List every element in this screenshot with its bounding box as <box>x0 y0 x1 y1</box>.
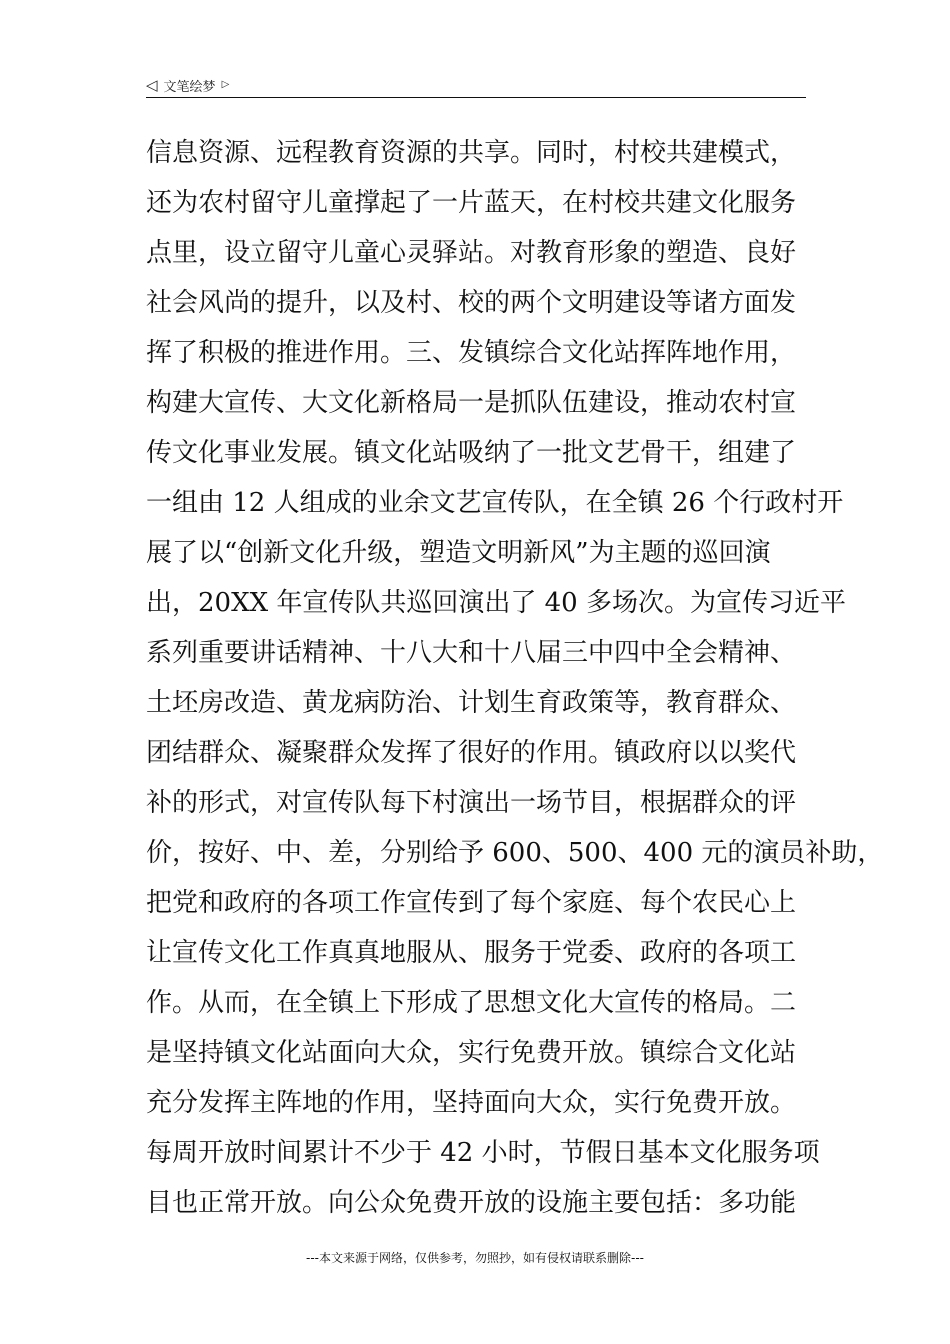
text-line: 挥了积极的推进作用。三、发镇综合文化站挥阵地作用， <box>146 338 797 368</box>
page-header <box>146 74 806 96</box>
header-title: 文笔绘梦 <box>163 79 216 95</box>
header-divider <box>146 97 806 98</box>
triangle-right-icon: ▷ <box>221 79 230 90</box>
text-line: 让宣传文化工作真真地服从、服务于党委、政府的各项工 <box>146 938 797 968</box>
text-line: 目也正常开放。向公众免费开放的设施主要包括：多功能 <box>146 1188 797 1218</box>
text-line: 出，20XX 年宣传队共巡回演出了 40 多场次。为宣传习近平 <box>146 588 846 618</box>
text-line: 把党和政府的各项工作宣传到了每个家庭、每个农民心上 <box>146 888 797 918</box>
text-line: 传文化事业发展。镇文化站吸纳了一批文艺骨干，组建了 <box>146 438 797 468</box>
text-line: 还为农村留守儿童撑起了一片蓝天，在村校共建文化服务 <box>146 188 797 218</box>
text-line: 系列重要讲话精神、十八大和十八届三中四中全会精神、 <box>146 638 797 668</box>
text-line: 每周开放时间累计不少于 42 小时，节假日基本文化服务项 <box>146 1138 820 1168</box>
text-line: 构建大宣传、大文化新格局一是抓队伍建设，推动农村宣 <box>146 388 797 418</box>
triangle-left-icon: ◁ <box>146 75 158 94</box>
text-line: 团结群众、凝聚群众发挥了很好的作用。镇政府以以奖代 <box>146 738 797 768</box>
text-line: 补的形式，对宣传队每下村演出一场节目，根据群众的评 <box>146 788 797 818</box>
text-line: 展了以“创新文化升级，塑造文明新风”为主题的巡回演 <box>146 538 771 568</box>
text-line: 一组由 12 人组成的业余文艺宣传队，在全镇 26 个行政村开 <box>146 488 844 518</box>
text-line: 是坚持镇文化站面向大众，实行免费开放。镇综合文化站 <box>146 1038 797 1068</box>
text-line: 点里，设立留守儿童心灵驿站。对教育形象的塑造、良好 <box>146 238 797 268</box>
text-line: 信息资源、远程教育资源的共享。同时，村校共建模式， <box>146 138 797 168</box>
text-line: 作。从而，在全镇上下形成了思想文化大宣传的格局。二 <box>146 988 797 1018</box>
text-line: 社会风尚的提升，以及村、校的两个文明建设等诸方面发 <box>146 288 797 318</box>
document-body <box>146 128 884 1228</box>
text-line: 土坯房改造、黄龙病防治、计划生育政策等，教育群众、 <box>146 688 797 718</box>
footer-notice: ---本文来源于网络，仅供参考，勿照抄，如有侵权请联系删除--- <box>306 1251 644 1265</box>
text-line: 充分发挥主阵地的作用，坚持面向大众，实行免费开放。 <box>146 1088 797 1118</box>
text-line: 价，按好、中、差，分别给予 600、500、400 元的演员补助， <box>146 838 884 868</box>
